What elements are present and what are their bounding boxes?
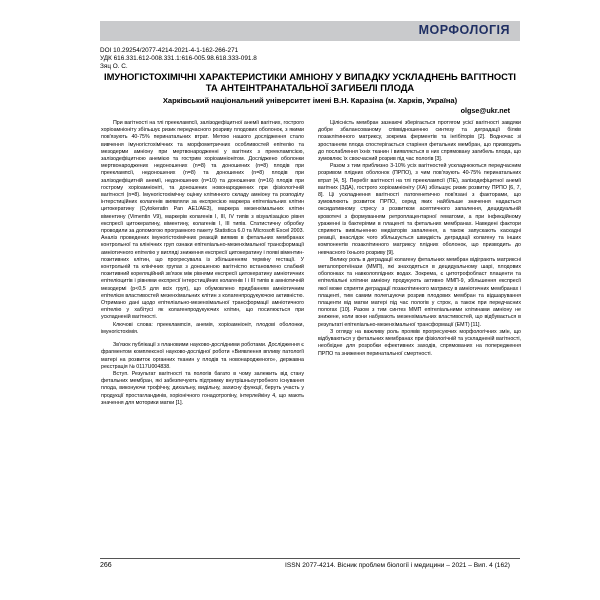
abstract-paragraph: При вагітності на тлі прееклампсії, залізодефіцитної анемії вагітних, гострого хоріоамніоніту збільшує ризик передчасного розриву плодових оболонок, з якими пов'язують 40-75% перинатальних втрат. Метою нашого дослідження стало вивчення імуногістохімічних та морфометричних особливостей епітелію та мезодерми амніону при мертвонародженні у вагітних з прееклампсією, залізодефіцитною анемією та гострим хоріоамніонітом. Досліджено оболонки мертвонароджених недоношених (n=8) та доношених (n=8) плодів при прееклампсії, недоношених (n=8) та доношених (n=8) плодів при залізодефіцитній анемії, недоношених (n=10) та доношених (n=16) плодів при гострому хоріоамніоніті, та доношених новонароджених при фізіологічній вагітності (n=8). Імуногістохімічну оцінку клітинного складу амніону та розподілу інтерстиційних колагенів виявляли за експресією маркера епітеліальних клітин цитокератину (Cytokeratin Pan AE1/AE3), маркера мезенхімальних клітин віментину (Vimentin V9), маркерів колагенів I, III, IV типів з візуалізацією рівня експресії цитокератину, віментину, колагенів I, III типів. Статистичну обробку проводили за допомогою програмного пакету Statistica 6.0 та Microsoft Excel 2003. Аналіз проведених імуногістохімічних реакцій виявив в фетальних мембранах контрольної та клінічних груп ознаки епітеліально-мезенхімальної трансформації амніотичного епітелію у вигляді зниження експресії цитокератину і появі віментин-позитивних клітин, що прогресувала із збільшенням терміну гестації. У контрольній та клінічних групах з доношеною вагітністю встановлено слабкий позитивний кореляційний зв'язок між рівнями експресії цитокератину амніотичних епітеліоцитів і рівнями експресії інтерстиційних колагенів I і III типів в амніотичній мезодермі (p<0,5 для всіх груп), що обумовлено придбанням амніотичним епітелієм властивостей мезенхімальних клітин з колагенпродукуючою активністю. Отримано дані щодо епітеліально-мезенхімальної трансформації амніотичного епітелію у хабітусі як колагенпродукуючих клітин, що посилюється при ускладненій вагітності.: [101, 120, 304, 321]
body-paragraph: Цілісність мембран зазнаючі зберігається протягом усієї вагітності завдяки добре збалансованому співвідношенню синтезу та деградації білків позаклітинного матриксу, зокрема ферментів та інгібіторів [2]. Водночас зі зростанням плода спостерігається старіння фетальних мембран, що призводить до послаблення їхніх тканин і виявляється в них спрямовану загибель плода, що зумовлює їх своєчасний розрив під час пологів [3].: [318, 120, 521, 163]
udc-line: УДК 616.331.612-008.331.1:616-005.98.618.333-091.8: [100, 55, 257, 62]
body-paragraph: З огляду на важливу роль проявів прогресуючих морфологічних змін, що відбуваються у фетальних мембранах при фізіологічній та ускладненій вагітності, необхідне для розробки ефективних заходів, спрямованих на попередження ПРПО та зниження перинатальної смертності.: [318, 328, 521, 357]
funding-paragraph: Зв'язок публікації з плановими науково-дослідними роботами. Дослідження є фрагментом комплексної науково-дослідної роботи «Виявлення впливу патології матері на розвиток органних тканин у плодів та новонародженого», державна реєстрація № 0117U004838.: [101, 342, 304, 370]
left-column: [101, 120, 304, 550]
intro-paragraph: Вступ. Результат вагітності та пологів багато в чому залежить від стану фетальних мембран, які забезпечують підтримку внутрішньоутробного існування плода, виконуючи трофічну, дихальну, видільну, захисну функції, беруть участь у продукції простагландинів, хоріонічного гонадотропіну, інтерлейкіну 4, що мають значення для моторики матки [1].: [101, 370, 304, 406]
author-email: olgse@ukr.net: [460, 106, 510, 115]
journal-citation: ISSN 2077-4214. Вісник проблем біології і медицини – 2021 – Вип. 4 (162): [285, 562, 510, 569]
right-column: [318, 120, 521, 550]
article-title: ІМУНОГІСТОХІМІЧНІ ХАРАКТЕРИСТИКИ АМНІОНУ У ВИПАДКУ УСКЛАДНЕНЬ ВАГІТНОСТІ ТА АНТЕІНТРАНАТАЛЬНОЇ ЗАГИБЕЛІ ПЛОДА: [103, 71, 517, 93]
section-title: МОРФОЛОГІЯ: [418, 23, 510, 37]
article-affiliation: Харківський національний університет імені В.Н. Каразіна (м. Харків, Україна): [162, 96, 458, 105]
page-number: 266: [100, 562, 112, 569]
body-paragraph: Разом з тим приблизно 3-10% усіх вагітностей ускладнюються передчасним розривом плідних оболонок (ПРПО), з чим пов'язують 40-75% перинатальних втрат [4, 5]. Перебіг вагітності на тлі прееклампсії (ПЕ), залізодефіцитної анемії вагітних (ЗДА), гострого хоріоамніоніту (ХА) збільшує ризик розвитку ПРПО [6, 7, 8]. Ці ускладнення вагітності патогенетично пов'язані з факторами, що зумовлюють розвиток ПРПО, серед яких найбільше значення надається оксидативному стресу з розвитком асептичного запалення, децидуальній кровотечі з формуванням ретроплацентарної гематоми, а при інфекційному ураженні із бактеріями в плаценті та фетальних мембранах. Наведені фактори сприяють вивільненню медіаторів запалення, а також запускають каскадні реакції, внаслідок чого збільшується швидкість деградації колагену та інших компонентів позаклітинного матриксу плідних оболонок, що призводить до невчасного їхнього розриву [9].: [318, 163, 521, 256]
body-paragraph: Велику роль в деградації колагену фетальних мембран відіграють матриксні металопротеїнази (ММП), які знаходяться в децидуальному шарі, плодових оболонках та навколоплідних водах. Зокрема, є цитотрофобласт плаценти та епітеліальні клітини амніону продукують активно ММП-9, збільшення експресії якої може сприяти деградації позаклітинного матриксу в амніотичних мембранах і плаценті, тим самим полегшуючи розрив плодових мембран та відшарування плаценти від матки матері під час пологів у строк, а також при передчасних пологах [10]. Разом з тим синтез ММП епітеліальними клітинами амніону не знижене, коли вони набувають мезенхімальних властивостей, що відбувається в результаті епітеліально-мезенхімальної трансформації (ЕМТ) [11].: [318, 256, 521, 328]
doi-line: DOI 10.29254/2077-4214-2021-4-1-162-266-271: [100, 47, 239, 54]
footer-divider: [100, 558, 520, 559]
keywords-paragraph: Ключові слова: прееклампсія, анемія, хоріоамніоніт, плодові оболонки, імуногістохімія.: [101, 321, 304, 335]
author-line: Зяц О. С.: [100, 63, 128, 70]
